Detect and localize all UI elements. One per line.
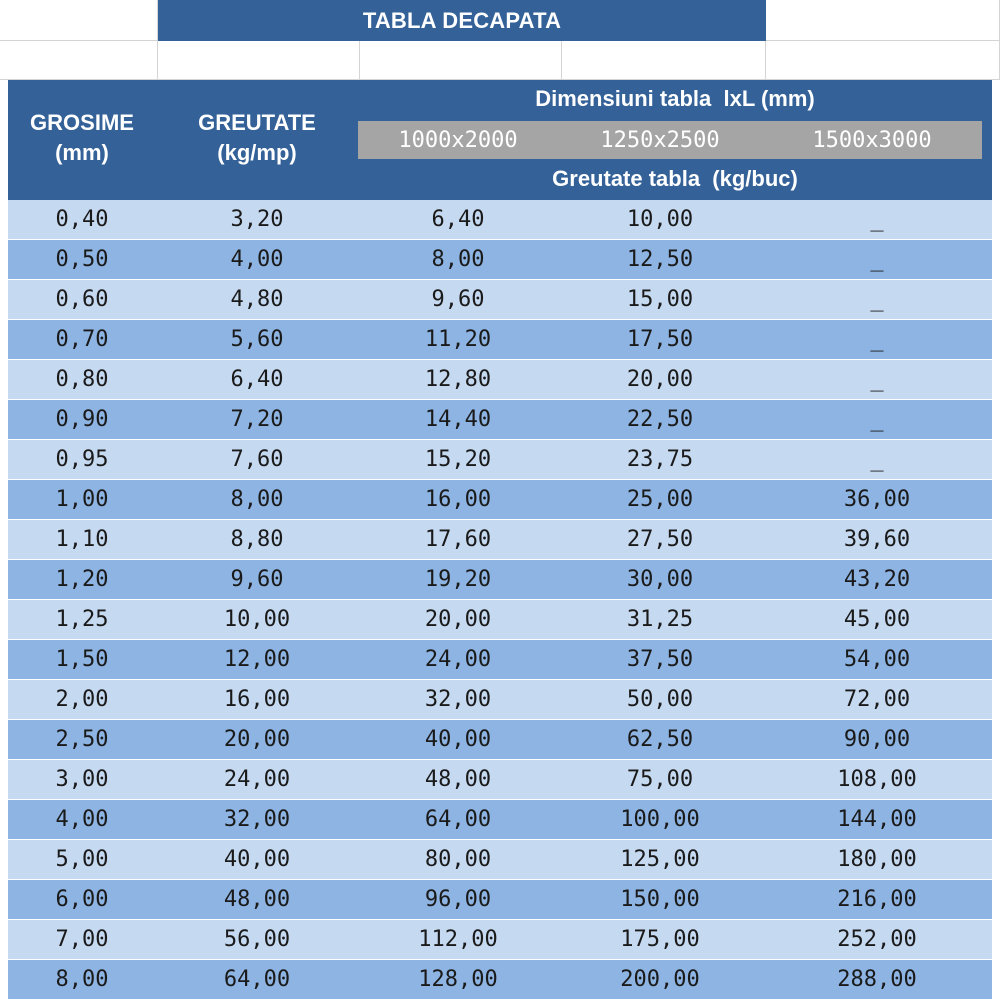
cell-size-1250x2500[interactable]: 30,00 [626,567,694,592]
cell-size-1000x2000[interactable]: 17,60 [424,527,492,552]
table-row [8,920,992,960]
table-row [8,840,992,880]
cell-size-1500x3000[interactable]: 43,20 [843,567,911,592]
cell-greutate-mp[interactable]: 7,60 [230,447,284,472]
cell-greutate-mp[interactable]: 6,40 [230,367,284,392]
table-row [8,800,992,840]
cell-size-1000x2000[interactable]: 6,40 [431,207,485,232]
grid-cell[interactable] [766,41,1000,80]
cell-size-1250x2500[interactable]: 200,00 [620,967,700,992]
cell-size-1250x2500[interactable]: 100,00 [620,807,700,832]
dimensions-bar [358,121,982,159]
cell-size-1500x3000[interactable]: 108,00 [837,767,917,792]
header-greutate-tabla: Greutate tabla (kg/buc) [552,166,798,191]
table-row [8,320,992,360]
cell-greutate-mp[interactable]: 48,00 [223,887,291,912]
grid-cell[interactable] [158,41,360,80]
cell-size-1250x2500[interactable]: 75,00 [626,767,694,792]
cell-size-1000x2000[interactable]: 9,60 [431,287,485,312]
cell-size-1250x2500[interactable]: 25,00 [626,487,694,512]
grid-cell[interactable] [562,41,766,80]
cell-size-1250x2500[interactable]: 12,50 [626,247,694,272]
header-grosime [8,108,156,168]
cell-greutate-mp[interactable]: 20,00 [223,727,291,752]
cell-size-1500x3000[interactable]: 288,00 [837,967,917,992]
cell-size-1000x2000[interactable]: 8,00 [431,247,485,272]
cell-size-1250x2500[interactable]: 27,50 [626,527,694,552]
cell-size-1250x2500[interactable]: 31,25 [626,607,694,632]
cell-greutate-mp[interactable]: 4,80 [230,287,284,312]
grid-cell[interactable] [766,0,1000,41]
table-row [8,520,992,560]
cell-grosime[interactable]: 1,20 [55,567,109,592]
cell-size-1000x2000[interactable]: 128,00 [418,967,498,992]
table-row [8,480,992,520]
header-dimensiuni: Dimensiuni tabla lxL (mm) [535,86,815,111]
cell-grosime[interactable]: 1,50 [55,647,109,672]
cell-size-1250x2500[interactable]: 50,00 [626,687,694,712]
cell-grosime[interactable]: 5,00 [55,847,109,872]
cell-grosime[interactable]: 6,00 [55,887,109,912]
cell-size-1500x3000[interactable]: 180,00 [837,847,917,872]
cell-grosime[interactable]: 7,00 [55,927,109,952]
cell-size-1000x2000[interactable]: 19,20 [424,567,492,592]
cell-greutate-mp[interactable]: 7,20 [230,407,284,432]
header-size-1000x2000: 1000x2000 [398,127,518,153]
table-row [8,720,992,760]
cell-greutate-mp[interactable]: 24,00 [223,767,291,792]
cell-size-1500x3000[interactable]: 144,00 [837,807,917,832]
header-grosime-unit: (mm) [55,140,109,165]
table-row [8,960,992,1000]
cell-greutate-mp[interactable]: 40,00 [223,847,291,872]
cell-greutate-mp[interactable]: 3,20 [230,207,284,232]
header-greutate-label: GREUTATE [198,110,316,135]
cell-size-1000x2000[interactable]: 20,00 [424,607,492,632]
cell-size-1000x2000[interactable]: 64,00 [424,807,492,832]
cell-greutate-mp[interactable]: 9,60 [230,567,284,592]
cell-greutate-mp[interactable]: 56,00 [223,927,291,952]
table-row [8,600,992,640]
grid-cell[interactable] [0,0,158,41]
cell-size-1500x3000[interactable]: 90,00 [843,727,911,752]
cell-size-1250x2500[interactable]: 20,00 [626,367,694,392]
cell-grosime[interactable]: 0,70 [55,327,109,352]
table-row [8,280,992,320]
cell-size-1500x3000[interactable]: 72,00 [843,687,911,712]
cell-grosime[interactable]: 8,00 [55,967,109,992]
cell-grosime[interactable]: 0,80 [55,367,109,392]
table-row [8,880,992,920]
cell-size-1500x3000[interactable]: 36,00 [843,487,911,512]
cell-greutate-mp[interactable]: 12,00 [223,647,291,672]
cell-grosime[interactable]: 3,00 [55,767,109,792]
cell-size-1000x2000[interactable]: 24,00 [424,647,492,672]
empty-grid-area [0,0,1000,80]
cell-size-1000x2000[interactable]: 40,00 [424,727,492,752]
cell-grosime[interactable]: 0,40 [55,207,109,232]
cell-grosime[interactable]: 0,95 [55,447,109,472]
cell-size-1250x2500[interactable]: 10,00 [626,207,694,232]
cell-size-1500x3000[interactable]: 252,00 [837,927,917,952]
cell-greutate-mp[interactable]: 16,00 [223,687,291,712]
cell-grosime[interactable]: 2,00 [55,687,109,712]
cell-grosime[interactable]: 2,50 [55,727,109,752]
cell-size-1000x2000[interactable]: 16,00 [424,487,492,512]
cell-size-1500x3000[interactable]: _ [870,327,884,352]
cell-size-1250x2500[interactable]: 150,00 [620,887,700,912]
table-row [8,640,992,680]
header-size-1250x2500: 1250x2500 [600,127,720,153]
cell-size-1250x2500[interactable]: 62,50 [626,727,694,752]
cell-grosime[interactable]: 1,25 [55,607,109,632]
cell-grosime[interactable]: 1,10 [55,527,109,552]
cell-greutate-mp[interactable]: 64,00 [223,967,291,992]
grid-cell[interactable] [360,41,562,80]
table-row [8,360,992,400]
header-greutate [158,108,356,168]
cell-size-1000x2000[interactable]: 11,20 [424,327,492,352]
cell-size-1500x3000[interactable]: _ [870,407,884,432]
cell-size-1500x3000[interactable]: 39,60 [843,527,911,552]
cell-greutate-mp[interactable]: 4,00 [230,247,284,272]
cell-size-1500x3000[interactable]: _ [870,367,884,392]
cell-size-1000x2000[interactable]: 15,20 [424,447,492,472]
cell-size-1500x3000[interactable]: 45,00 [843,607,911,632]
cell-greutate-mp[interactable]: 8,80 [230,527,284,552]
cell-size-1500x3000[interactable]: _ [870,247,884,272]
cell-size-1250x2500[interactable]: 175,00 [620,927,700,952]
cell-size-1000x2000[interactable]: 112,00 [418,927,498,952]
cell-greutate-mp[interactable]: 32,00 [223,807,291,832]
cell-size-1250x2500[interactable]: 17,50 [626,327,694,352]
cell-size-1500x3000[interactable]: _ [870,207,884,232]
table-row [8,680,992,720]
cell-greutate-mp[interactable]: 5,60 [230,327,284,352]
table-row [8,240,992,280]
cell-size-1250x2500[interactable]: 37,50 [626,647,694,672]
cell-size-1500x3000[interactable]: _ [870,287,884,312]
cell-size-1000x2000[interactable]: 32,00 [424,687,492,712]
cell-size-1000x2000[interactable]: 14,40 [424,407,492,432]
cell-greutate-mp[interactable]: 10,00 [223,607,291,632]
header-greutate-unit: (kg/mp) [217,140,297,165]
table-row [8,440,992,480]
cell-size-1500x3000[interactable]: 216,00 [837,887,917,912]
cell-greutate-mp[interactable]: 8,00 [230,487,284,512]
cell-size-1000x2000[interactable]: 96,00 [424,887,492,912]
header-grosime-label: GROSIME [30,110,134,135]
table-row [8,400,992,440]
header-size-1500x3000: 1500x3000 [812,127,932,153]
cell-grosime[interactable]: 4,00 [55,807,109,832]
cell-grosime[interactable]: 0,50 [55,247,109,272]
cell-grosime[interactable]: 1,00 [55,487,109,512]
cell-size-1500x3000[interactable]: _ [870,447,884,472]
cell-size-1500x3000[interactable]: 54,00 [843,647,911,672]
grid-cell[interactable] [0,41,158,80]
cell-size-1000x2000[interactable]: 80,00 [424,847,492,872]
cell-size-1250x2500[interactable]: 23,75 [626,447,694,472]
cell-size-1250x2500[interactable]: 125,00 [620,847,700,872]
table-row [8,760,992,800]
cell-grosime[interactable]: 0,90 [55,407,109,432]
table-title: TABLA DECAPATA [158,0,766,41]
table-body [8,200,992,1000]
table-row [8,560,992,600]
cell-size-1000x2000[interactable]: 12,80 [424,367,492,392]
cell-size-1250x2500[interactable]: 22,50 [626,407,694,432]
cell-grosime[interactable]: 0,60 [55,287,109,312]
cell-size-1000x2000[interactable]: 48,00 [424,767,492,792]
table-row [8,200,992,240]
table-header [8,80,992,200]
cell-size-1250x2500[interactable]: 15,00 [626,287,694,312]
